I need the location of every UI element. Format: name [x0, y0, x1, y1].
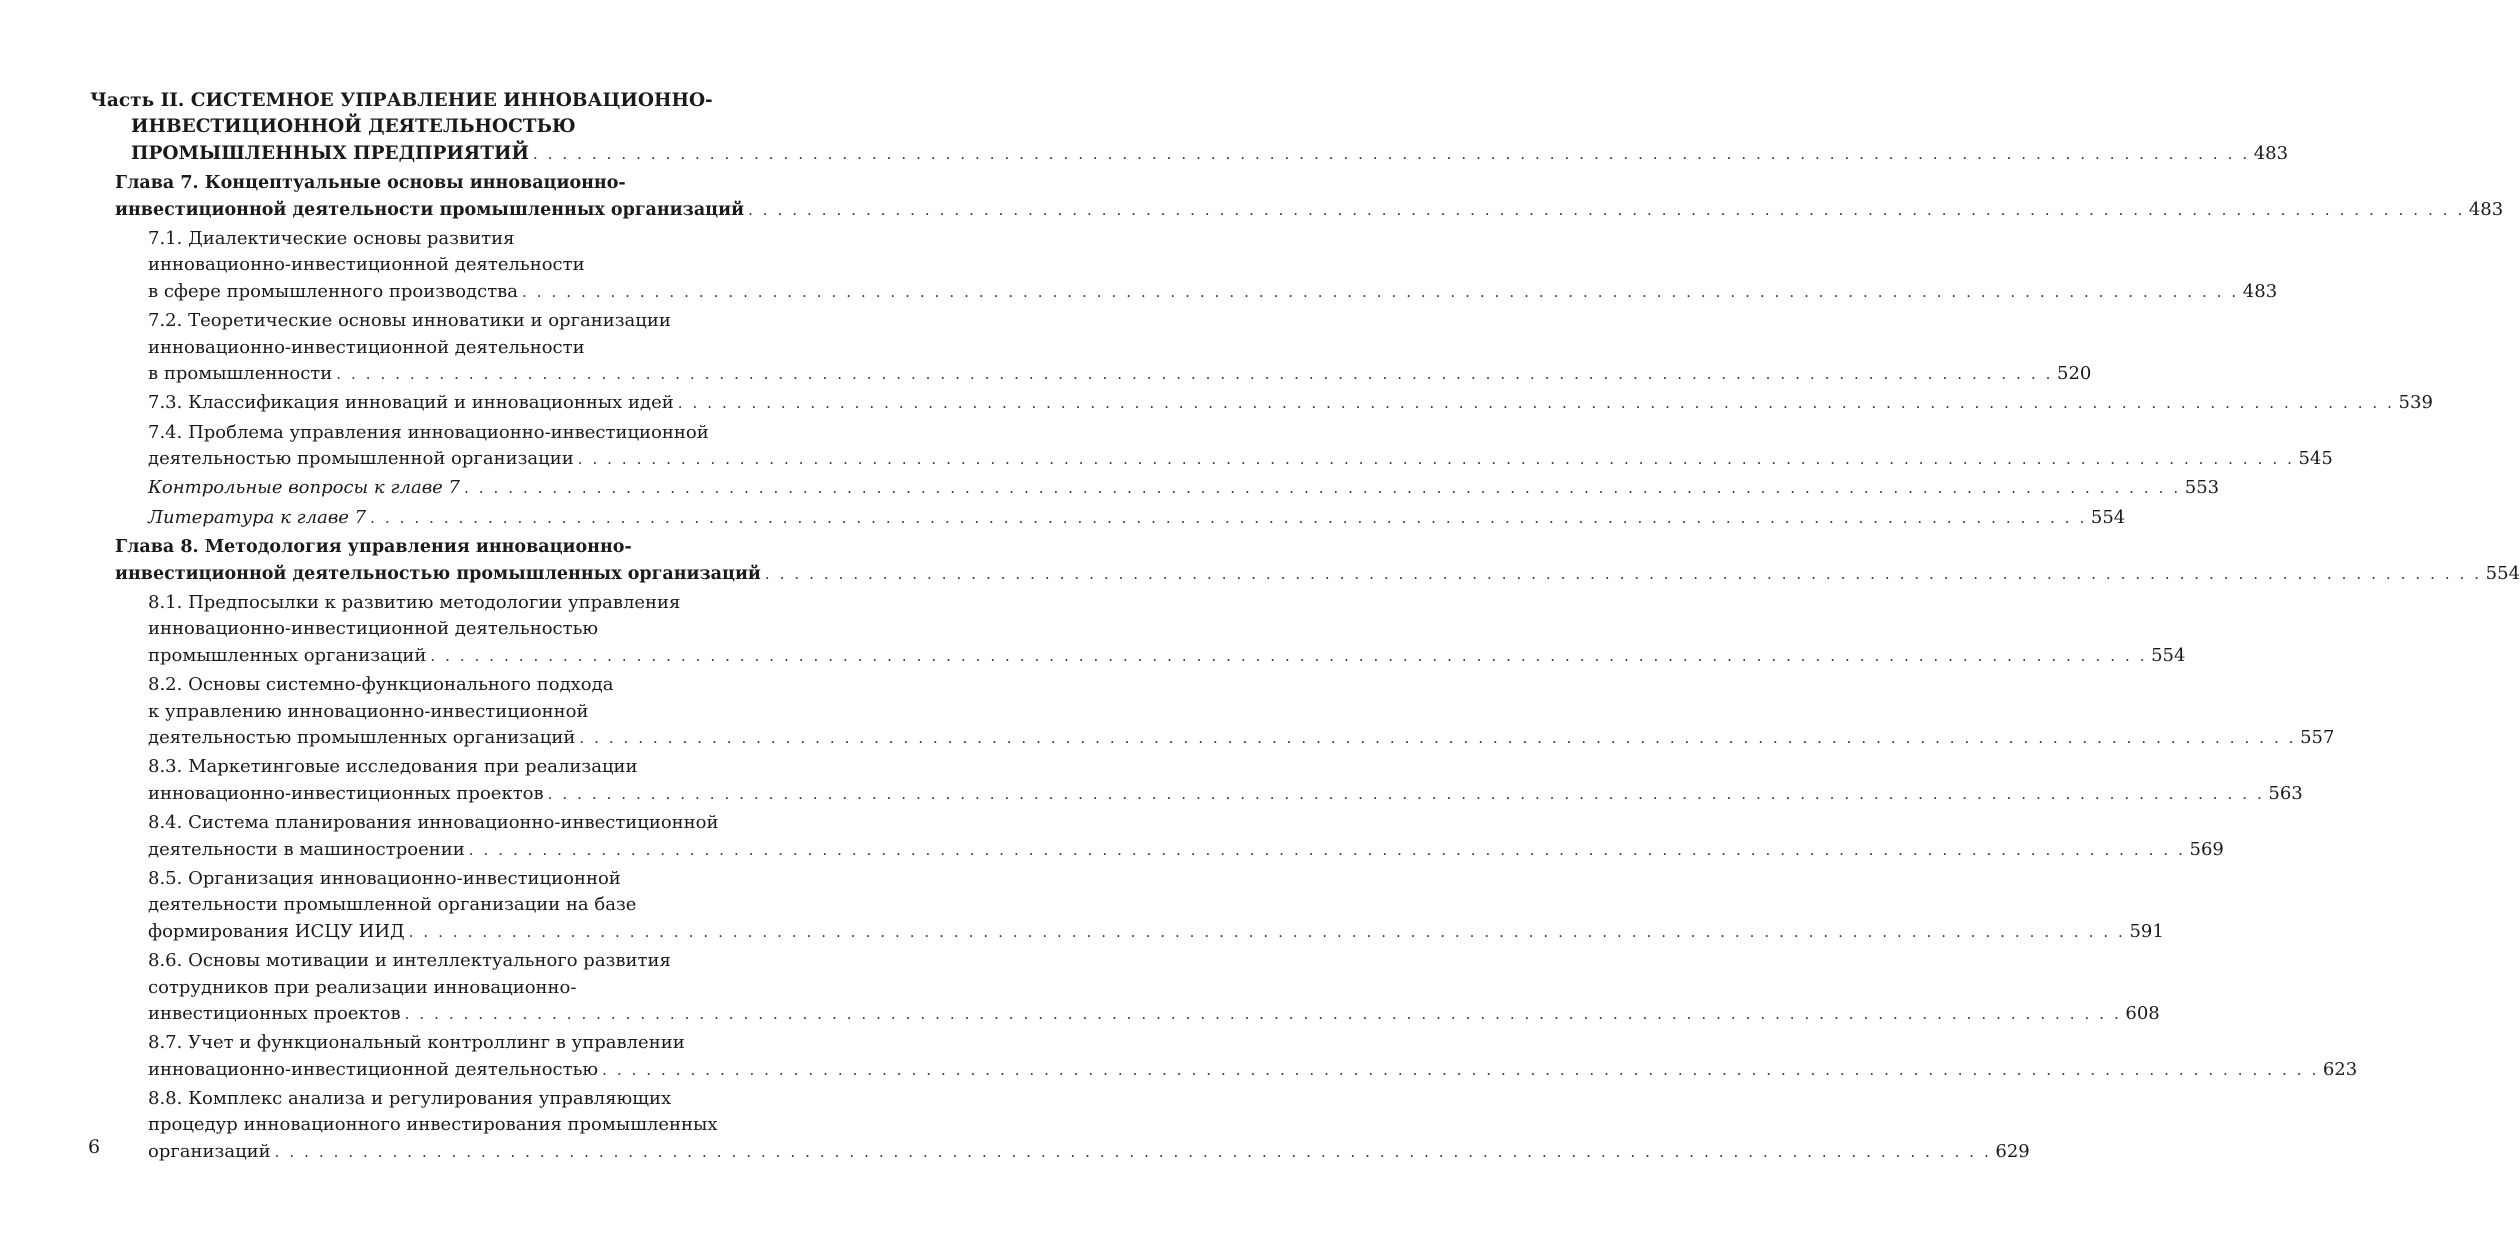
toc-line: процедур инновационного инвестирования промышленных	[148, 1114, 718, 1136]
toc-line: деятельностью промышленных организаций	[148, 726, 576, 748]
dot-leader	[469, 837, 2186, 863]
toc-line: 8.4. Система планирования инновационно-инвестиционной	[148, 812, 719, 834]
dot-leader	[579, 725, 2296, 751]
toc-section-7-3[interactable]	[90, 390, 2433, 416]
toc-page-number: 520	[2057, 362, 2092, 384]
toc-page-number: 557	[2300, 726, 2335, 748]
toc-line: сотрудников при реализации инновационно-	[148, 976, 577, 998]
dot-leader	[430, 643, 2147, 669]
dot-leader	[405, 1001, 2122, 1027]
toc-line: 8.6. Основы мотивации и интеллектуального развития	[148, 950, 671, 972]
toc-line: в сфере промышленного производства	[148, 280, 519, 302]
toc-line: ПРОМЫШЛЕННЫХ ПРЕДПРИЯТИЙ	[131, 142, 529, 164]
toc-line: инновационно-инвестиционной деятельности	[148, 254, 585, 276]
toc-line: 7.1. Диалектические основы развития	[148, 227, 515, 249]
dot-leader	[464, 475, 2181, 501]
toc-line: промышленных организаций	[148, 644, 427, 666]
toc-section-7-4[interactable]	[90, 420, 2333, 473]
toc-line: 8.8. Комплекс анализа и регулирования управляющих	[148, 1088, 672, 1110]
toc-line: инновационно-инвестиционной деятельности	[148, 336, 585, 358]
toc-section-8-8[interactable]	[90, 1086, 2030, 1165]
toc-page-number: 623	[2322, 1058, 2358, 1080]
toc-line: 7.4. Проблема управления инновационно-инвестиционной	[148, 421, 709, 443]
toc-line: Часть II. СИСТЕМНОЕ УПРАВЛЕНИЕ ИННОВАЦИОННО-	[90, 90, 713, 111]
dot-leader	[548, 781, 2265, 807]
toc-page-number: 629	[1995, 1140, 2030, 1162]
dot-leader	[370, 505, 2087, 531]
toc-part-2[interactable]	[90, 88, 2289, 167]
toc-line: инновационно-инвестиционной деятельностью	[148, 618, 599, 640]
dot-leader	[678, 390, 2395, 416]
toc-line: 8.5. Организация инновационно-инвестиционной	[148, 867, 621, 889]
toc-page-number: 539	[2398, 392, 2433, 414]
toc-chapter-8[interactable]	[90, 534, 2520, 587]
toc-section-7-1[interactable]	[90, 226, 2278, 305]
toc-line: Контрольные вопросы к главе 7	[148, 477, 460, 499]
toc-section-8-1[interactable]	[90, 590, 2186, 669]
dot-leader	[578, 446, 2295, 472]
toc-page-number: 554	[2090, 506, 2126, 528]
toc-literature-7[interactable]	[90, 505, 2126, 531]
toc-page-number: 563	[2268, 782, 2303, 804]
toc-line: инвестиционной деятельности промышленных организаций	[115, 199, 745, 220]
toc-line: организаций	[148, 1140, 271, 1162]
toc-page-number: 483	[2242, 280, 2278, 302]
table-of-contents	[90, 88, 2520, 1168]
toc-page-number: 569	[2189, 838, 2224, 860]
toc-line: деятельностью промышленной организации	[148, 448, 574, 470]
dot-leader	[765, 561, 2482, 587]
page-number: 6	[88, 1136, 101, 1158]
toc-line: 8.1. Предпосылки к развитию методологии управления	[148, 592, 681, 614]
dot-leader	[336, 361, 2053, 387]
toc-line: инновационно-инвестиционной деятельностью	[148, 1058, 599, 1080]
dot-leader	[522, 279, 2239, 305]
toc-section-8-7[interactable]	[90, 1030, 2358, 1083]
dot-leader	[533, 141, 2250, 167]
toc-line: 8.3. Маркетинговые исследования при реализации	[148, 756, 638, 778]
toc-line: 7.3. Классификация инноваций и инновационных идей	[148, 392, 674, 414]
toc-page-number: 553	[2184, 477, 2220, 499]
toc-page-number: 554	[2485, 562, 2520, 584]
dot-leader	[748, 197, 2465, 223]
toc-line: формирования ИСЦУ ИИД	[148, 920, 405, 942]
toc-line: 8.7. Учет и функциональный контроллинг в управлении	[148, 1032, 685, 1054]
dot-leader	[409, 919, 2126, 945]
toc-line: ИНВЕСТИЦИОННОЙ ДЕЯТЕЛЬНОСТЬЮ	[131, 116, 576, 138]
toc-line: 7.2. Теоретические основы инноватики и организации	[148, 310, 671, 332]
toc-section-8-6[interactable]	[90, 948, 2160, 1027]
toc-page-number: 554	[2151, 644, 2186, 666]
toc-line: Глава 8. Методология управления инновационно-	[115, 537, 632, 558]
toc-section-8-4[interactable]	[90, 810, 2224, 863]
dot-leader	[602, 1057, 2319, 1083]
toc-line: деятельности в машиностроении	[148, 838, 465, 860]
toc-section-8-5[interactable]	[90, 866, 2164, 945]
toc-page-number: 545	[2298, 448, 2333, 470]
toc-section-7-2[interactable]	[90, 308, 2092, 387]
toc-page-number: 483	[2468, 198, 2504, 220]
toc-section-8-3[interactable]	[90, 754, 2303, 807]
toc-line: Литература к главе 7	[148, 506, 367, 528]
toc-line: деятельности промышленной организации на базе	[148, 894, 637, 916]
toc-line: инновационно-инвестиционных проектов	[148, 782, 544, 804]
toc-line: инвестиционных проектов	[148, 1002, 401, 1024]
toc-line: 8.2. Основы системно-функционального подхода	[148, 674, 614, 696]
toc-page-number: 483	[2253, 142, 2289, 164]
dot-leader	[275, 1139, 1992, 1165]
toc-line: инвестиционной деятельностью промышленных организаций	[115, 563, 761, 584]
toc-page-number: 608	[2125, 1002, 2160, 1024]
toc-section-8-2[interactable]	[90, 672, 2335, 751]
toc-line: к управлению инновационно-инвестиционной	[148, 700, 589, 722]
toc-line: в промышленности	[148, 362, 333, 384]
toc-page-number: 591	[2129, 920, 2164, 942]
toc-review-questions-7[interactable]	[90, 475, 2220, 501]
toc-line: Глава 7. Концептуальные основы инновационно-	[115, 173, 626, 194]
toc-chapter-7[interactable]	[90, 170, 2504, 223]
